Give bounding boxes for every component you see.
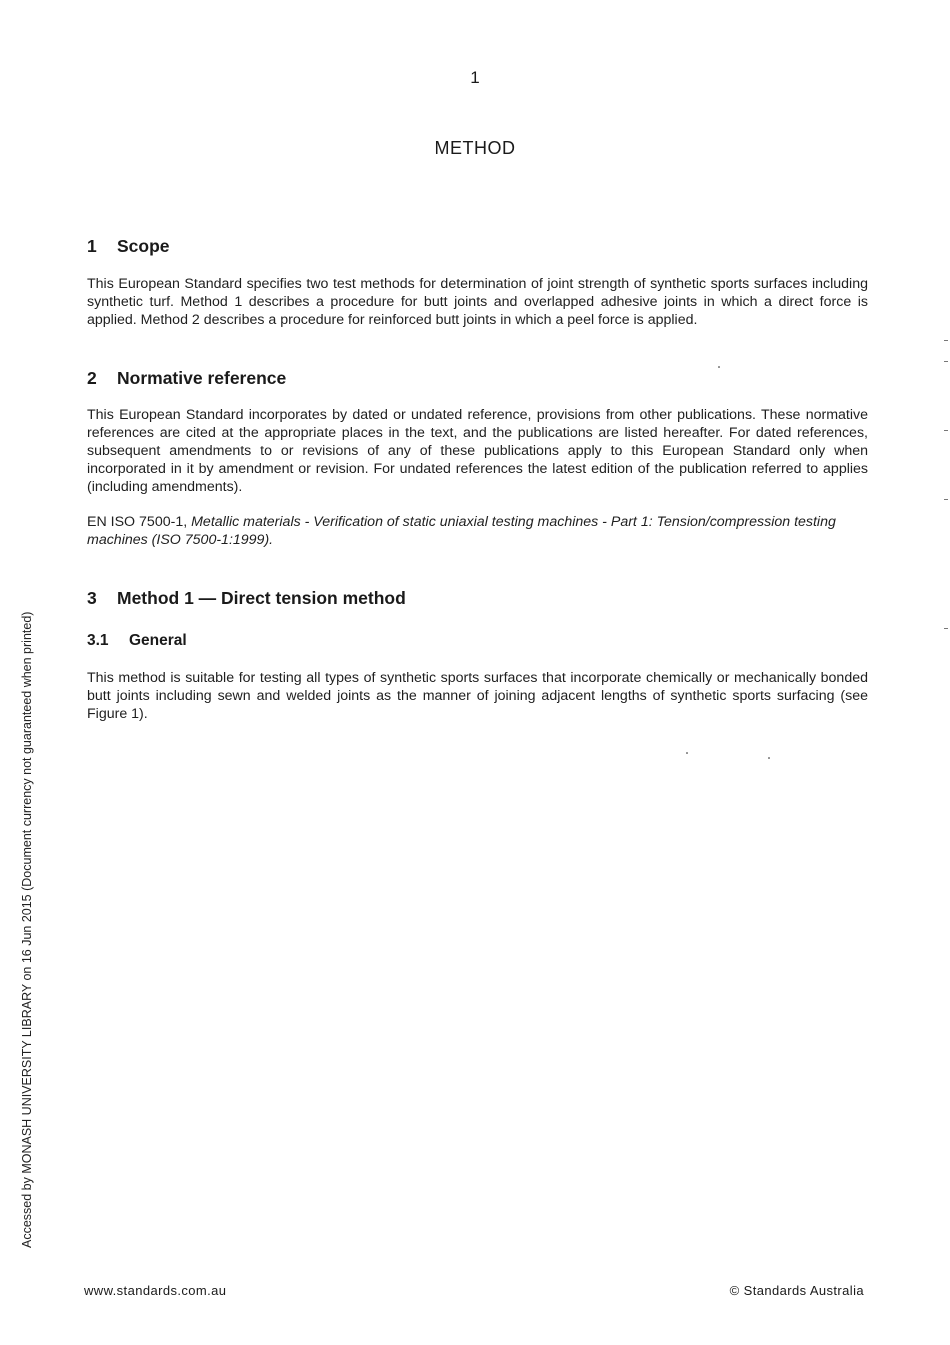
- scan-speck: [686, 752, 688, 754]
- scan-mark: [944, 499, 948, 500]
- page-title: METHOD: [434, 138, 516, 158]
- footer-website[interactable]: www.standards.com.au: [84, 1283, 227, 1298]
- section-title: Normative reference: [117, 368, 287, 388]
- scan-mark: [944, 361, 948, 362]
- scan-speck: [768, 757, 770, 759]
- scan-mark: [944, 628, 948, 629]
- access-watermark-note: Accessed by MONASH UNIVERSITY LIBRARY on 16 Jun 2015 (Document currency not guaranteed when printed): [20, 611, 34, 1248]
- section-heading-scope: [87, 236, 170, 257]
- section-number: 1: [87, 236, 97, 256]
- subsection-heading-general: [87, 632, 187, 650]
- section-title: Method 1 — Direct tension method: [117, 588, 406, 608]
- section-number: 3: [87, 588, 97, 608]
- section-title: Scope: [117, 236, 170, 256]
- section-heading-normative-reference: [87, 368, 286, 389]
- scan-mark: [944, 430, 948, 431]
- page-number: 1: [470, 68, 480, 87]
- general-paragraph: This method is suitable for testing all types of synthetic sports surfaces that incorporate chemically or mechanically bonded butt joints including sewn and welded joints as the manner of joining adjacent lengths of synthetic sports surfacing (see Figure 1).: [87, 670, 868, 722]
- subsection-number: 3.1: [87, 632, 109, 649]
- scope-paragraph: This European Standard specifies two test methods for determination of joint strength of synthetic sports surfaces including synthetic turf. Method 1 describes a procedure for butt joints and overlapped adhesive joints in which a direct force is applied. Method 2 describes a procedure for reinforced butt joints in which a peel force is applied.: [87, 276, 868, 328]
- scan-speck: [718, 366, 720, 368]
- section-heading-method-1: [87, 588, 406, 609]
- reference-code: EN ISO 7500-1,: [87, 514, 188, 530]
- footer-copyright: © Standards Australia: [729, 1283, 864, 1298]
- normative-reference-entry: [87, 513, 868, 549]
- scan-mark: [944, 340, 948, 341]
- section-number: 2: [87, 368, 97, 388]
- subsection-title: General: [129, 632, 187, 649]
- reference-title: Metallic materials - Verification of static uniaxial testing machines - Part 1: Tension/compression testing machines (ISO 7500-1:1999).: [87, 514, 836, 548]
- normative-paragraph: This European Standard incorporates by dated or undated reference, provisions from other publications. These normative references are cited at the appropriate places in the text, and the publications are listed hereafter. For dated references, subsequent amendments to or revisions of any of these publications apply to this European Standard only when incorporated in it by amendment or revision. For undated references the latest edition of the publication referred to applies (including amendments).: [87, 407, 868, 495]
